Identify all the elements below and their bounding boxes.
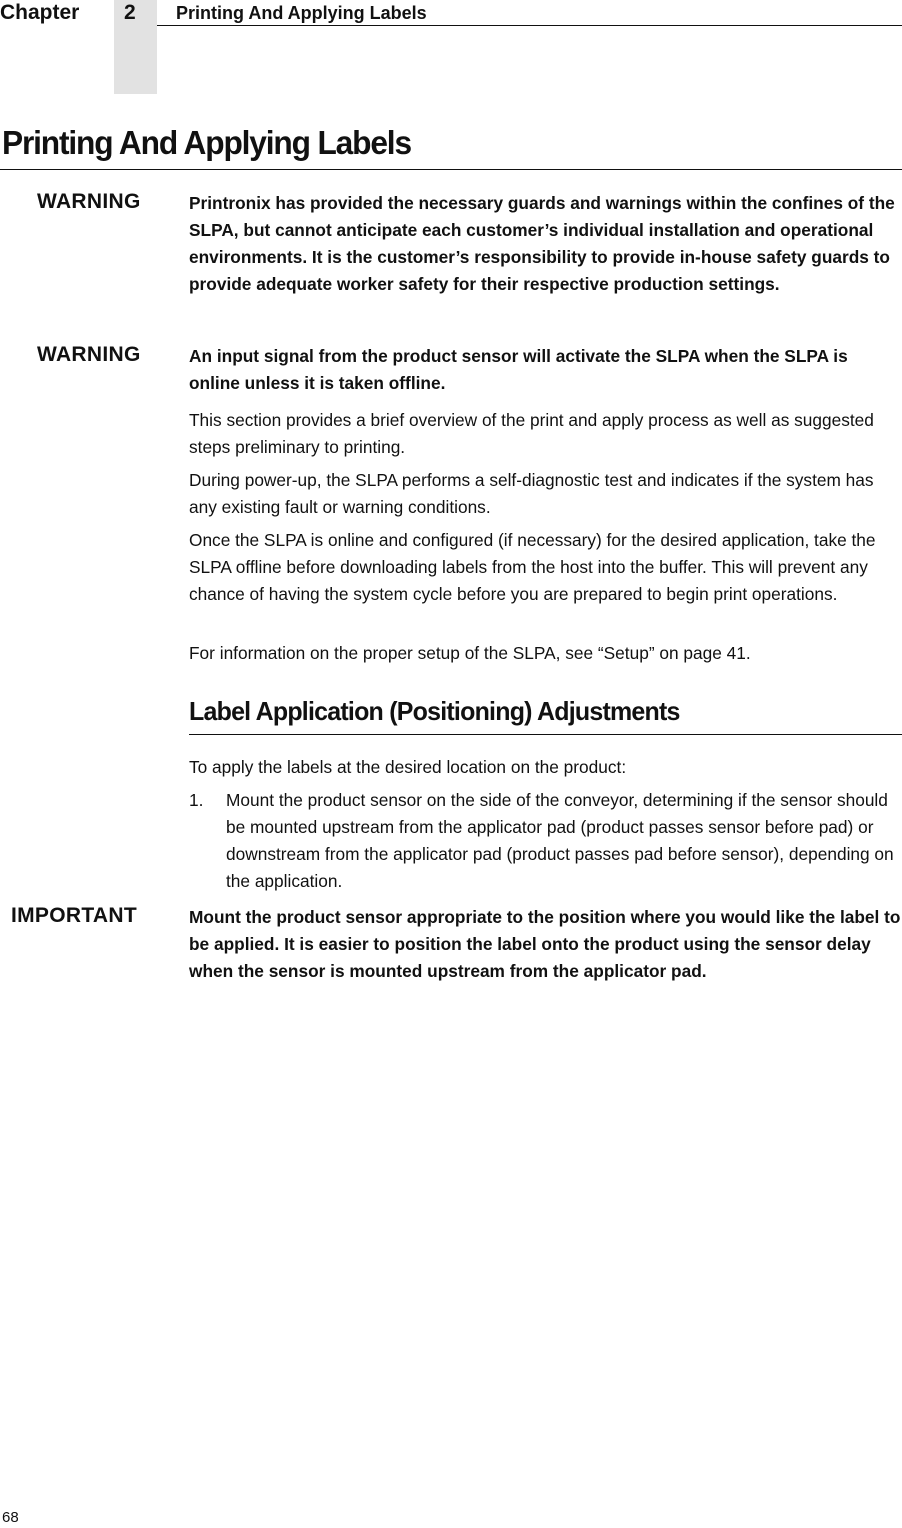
section-intro: To apply the labels at the desired location on the product: (189, 757, 627, 777)
section-title: Label Application (Positioning) Adjustments (189, 696, 680, 726)
section-rule (189, 734, 902, 735)
warning-label: WARNING (37, 190, 141, 213)
page-number: 68 (2, 1509, 19, 1526)
chapter-label: Chapter (0, 1, 80, 24)
paragraph: This section provides a brief overview of the print and apply process as well as suggested steps preliminary to printing. (189, 410, 874, 457)
warning-text: Printronix has provided the necessary guards and warnings within the confines of the SLPA, but cannot anticipate each customer’s individual installation and operational environments. It is the customer’s responsibility to provide in-house safety guards to provide adequate worker safety for their respective production settings. (189, 193, 895, 294)
page-title: Printing And Applying Labels (2, 124, 411, 161)
warning-text: An input signal from the product sensor will activate the SLPA when the SLPA is online unless it is taken offline. (189, 346, 848, 393)
header-rule (157, 25, 902, 26)
paragraph: For information on the proper setup of the SLPA, see “Setup” on page 41. (189, 643, 751, 663)
title-rule (0, 169, 902, 170)
step-text: Mount the product sensor on the side of the conveyor, determining if the sensor should be mounted upstream from the applicator pad (product passes sensor before pad) or downstream from the applicator pad (product passes pad before sensor), depending on the application. (226, 790, 894, 891)
step-number: 1. (189, 790, 204, 810)
paragraph: During power-up, the SLPA performs a self-diagnostic test and indicates if the system has any existing fault or warning conditions. (189, 470, 874, 517)
running-title: Printing And Applying Labels (176, 3, 427, 23)
important-label: IMPORTANT (11, 904, 137, 927)
chapter-number: 2 (124, 1, 136, 24)
warning-label: WARNING (37, 343, 141, 366)
paragraph: Once the SLPA is online and configured (if necessary) for the desired application, take the SLPA offline before downloading labels from the host into the buffer. This will prevent any chance of having the system cycle before you are prepared to begin print operations. (189, 530, 876, 604)
important-text: Mount the product sensor appropriate to the position where you would like the label to be applied. It is easier to position the label onto the product using the sensor delay when the sensor is mounted upstream from the applicator pad. (189, 907, 901, 981)
